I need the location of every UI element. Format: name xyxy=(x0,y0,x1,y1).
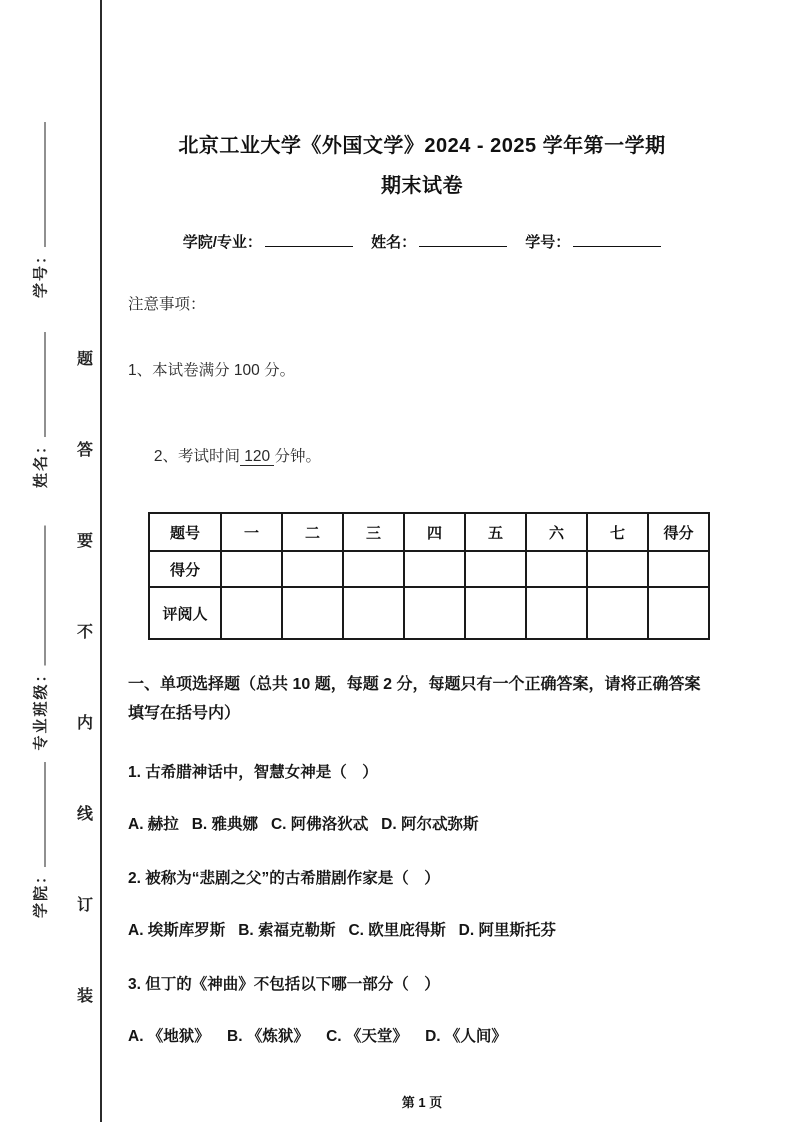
notice-item-2 xyxy=(128,426,716,484)
binding-field-college xyxy=(30,762,51,918)
question-1-options: A. 赫拉 B. 雅典娜 C. 阿佛洛狄忒 D. 阿尔忒弥斯 xyxy=(128,816,479,833)
blank-line xyxy=(573,234,661,247)
score-cell xyxy=(282,551,343,587)
question-2-options: A. 埃斯库罗斯 B. 索福克勒斯 C. 欧里庇得斯 D. 阿里斯托芬 xyxy=(128,922,556,939)
score-table xyxy=(148,512,710,640)
reviewer-cell xyxy=(648,587,709,639)
score-table-header-cell: 三 xyxy=(343,513,404,551)
score-cell xyxy=(648,551,709,587)
question-3: 3. 但丁的《神曲》不包括以下哪一部分（ ） xyxy=(128,976,440,993)
binding-line-rule xyxy=(100,0,102,1122)
notice-item-2-prefix: 2、考试时间 xyxy=(153,448,240,465)
score-table-header-cell: 七 xyxy=(587,513,648,551)
score-table-score-row xyxy=(149,551,709,587)
score-cell xyxy=(465,551,526,587)
blank-line xyxy=(32,525,46,665)
notices-heading: 注意事项： xyxy=(128,296,206,313)
score-table-header-cell: 五 xyxy=(465,513,526,551)
warning-char: 装 xyxy=(77,988,94,1005)
blank-line xyxy=(419,234,507,247)
reviewer-cell xyxy=(526,587,587,639)
warning-char: 题 xyxy=(77,351,94,368)
binding-warning-text xyxy=(77,350,93,1006)
notice-item-1: 1、本试卷满分 100 分。 xyxy=(128,362,296,379)
score-table-header-cell: 六 xyxy=(526,513,587,551)
score-table-header-cell: 题号 xyxy=(149,513,221,551)
binding-field-label: 学院： xyxy=(32,866,50,919)
info-field-name xyxy=(371,234,507,251)
reviewer-cell xyxy=(343,587,404,639)
binding-field-label: 专业班级： xyxy=(32,665,50,751)
binding-field-label: 学号： xyxy=(32,246,50,299)
exam-content xyxy=(128,0,716,1122)
info-field-label: 学号： xyxy=(525,234,571,251)
score-cell xyxy=(343,551,404,587)
score-table-header-row xyxy=(149,513,709,551)
info-field-college-major xyxy=(183,234,353,251)
warning-char: 不 xyxy=(77,624,94,641)
score-cell xyxy=(587,551,648,587)
info-field-label: 学院/专业： xyxy=(182,234,262,251)
blank-line xyxy=(32,332,46,437)
reviewer-cell xyxy=(465,587,526,639)
binding-field-name xyxy=(30,332,51,488)
blank-line xyxy=(265,234,353,247)
reviewer-cell xyxy=(221,587,282,639)
binding-field-label: 姓名： xyxy=(32,436,50,489)
notice-item-2-underlined-value: 120 xyxy=(239,448,275,465)
question-1: 1. 古希腊神话中，智慧女神是（ ） xyxy=(128,764,378,781)
student-info-line xyxy=(128,231,716,252)
blank-line xyxy=(32,122,46,247)
warning-char: 线 xyxy=(77,806,94,823)
page-number: 第 1 页 xyxy=(401,1095,443,1110)
info-field-student-id xyxy=(525,234,661,251)
section1-heading: 一、单项选择题（总共 10 题，每题 2 分，每题只有一个正确答案，请将正确答案填写在括号内） xyxy=(128,676,701,722)
warning-char: 答 xyxy=(77,442,94,459)
reviewer-row-label: 评阅人 xyxy=(149,587,221,639)
binding-field-student-id xyxy=(30,122,51,298)
score-cell xyxy=(404,551,465,587)
score-table-reviewer-row xyxy=(149,587,709,639)
notice-item-2-suffix: 分钟。 xyxy=(274,448,321,465)
blank-line xyxy=(32,762,46,867)
warning-char: 要 xyxy=(77,533,94,550)
reviewer-cell xyxy=(404,587,465,639)
score-table-header-cell: 四 xyxy=(404,513,465,551)
score-table-header-cell: 二 xyxy=(282,513,343,551)
score-table-header-cell: 得分 xyxy=(648,513,709,551)
binding-field-class xyxy=(30,525,51,750)
score-cell xyxy=(221,551,282,587)
exam-title-line1: 北京工业大学《外国文学》2024 - 2025 学年第一学期 xyxy=(178,135,666,157)
warning-char: 内 xyxy=(77,715,94,732)
question-3-options: A. 《地狱》 B. 《炼狱》 C. 《天堂》 D. 《人间》 xyxy=(128,1028,507,1045)
question-2: 2. 被称为“悲剧之父”的古希腊剧作家是（ ） xyxy=(128,870,440,887)
score-cell xyxy=(526,551,587,587)
score-table-header-cell: 一 xyxy=(221,513,282,551)
warning-char: 订 xyxy=(77,897,94,914)
reviewer-cell xyxy=(282,587,343,639)
score-row-label: 得分 xyxy=(149,551,221,587)
exam-title-line2: 期末试卷 xyxy=(381,175,463,197)
info-field-label: 姓名： xyxy=(371,234,417,251)
reviewer-cell xyxy=(587,587,648,639)
